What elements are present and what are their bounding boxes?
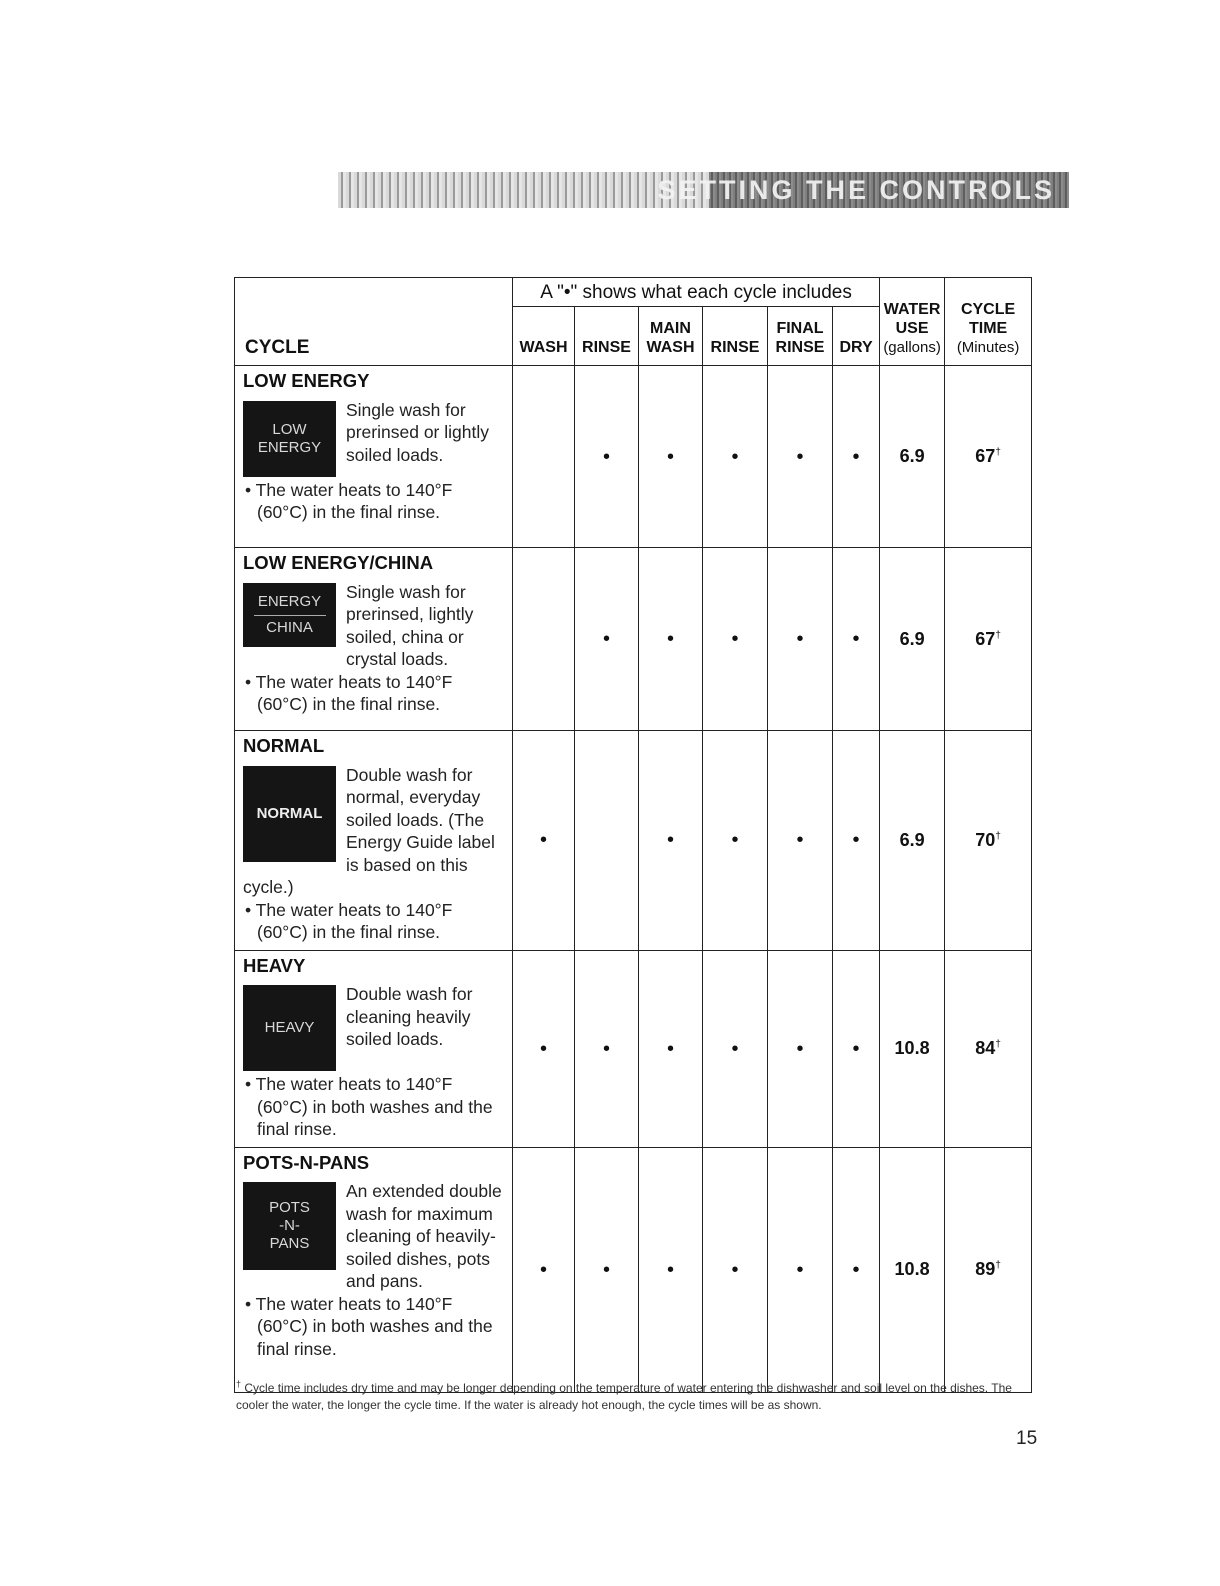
cycle-description bbox=[235, 366, 513, 548]
step-mark: • bbox=[768, 1147, 833, 1392]
step-mark: • bbox=[768, 366, 833, 548]
footnote-text: Cycle time includes dry time and may be longer depending on the temperature of water entering the dishwasher and soil level on the dishes. The cooler the water, the longer the cycle time. If the water is already hot enough, the cycle times will be as shown. bbox=[236, 1381, 1012, 1412]
cycle-chart-table bbox=[234, 277, 1032, 1393]
step-header-rinse-2: RINSE bbox=[703, 307, 768, 366]
step-mark: • bbox=[768, 950, 833, 1147]
water-use-value: 6.9 bbox=[880, 366, 945, 548]
cycle-button-icon: POTS -N- PANS bbox=[243, 1182, 336, 1270]
section-title: SETTING THE CONTROLS bbox=[657, 175, 1055, 205]
cycle-text: An extended double wash for maximum cleaning of heavily-soiled dishes, pots and pans. bbox=[346, 1181, 502, 1291]
cycle-text: Single wash for prerinsed or lightly soiled loads. bbox=[346, 399, 489, 465]
step-mark: • bbox=[833, 548, 880, 731]
cycle-description bbox=[235, 1147, 513, 1392]
step-mark: • bbox=[703, 548, 768, 731]
step-mark: • bbox=[768, 731, 833, 951]
cycle-button-icon: NORMAL bbox=[243, 766, 336, 862]
table-row bbox=[235, 950, 1032, 1147]
cycle-text: Double wash for cleaning heavily soiled loads. bbox=[346, 984, 473, 1049]
steps-caption: A "•" shows what each cycle includes bbox=[513, 278, 880, 307]
step-mark: • bbox=[703, 950, 768, 1147]
step-header-final-rinse: FINAL RINSE bbox=[768, 307, 833, 366]
step-mark: • bbox=[833, 950, 880, 1147]
cycle-name: NORMAL bbox=[243, 735, 325, 756]
cycle-time-value: 84† bbox=[945, 950, 1032, 1147]
step-mark: • bbox=[703, 1147, 768, 1392]
water-use-value: 6.9 bbox=[880, 731, 945, 951]
cycle-button-icon: HEAVY bbox=[243, 985, 336, 1071]
cycle-column-header: CYCLE bbox=[235, 278, 513, 366]
step-mark bbox=[575, 731, 639, 951]
step-mark: • bbox=[575, 548, 639, 731]
cycle-time-value: 89† bbox=[945, 1147, 1032, 1392]
step-mark: • bbox=[513, 731, 575, 951]
step-mark: • bbox=[703, 366, 768, 548]
water-use-header: WATER USE (gallons) bbox=[880, 278, 945, 366]
step-header-dry: DRY bbox=[833, 307, 880, 366]
step-mark: • bbox=[703, 731, 768, 951]
step-mark: • bbox=[639, 548, 703, 731]
step-mark: • bbox=[768, 548, 833, 731]
cycle-time-header: CYCLE TIME (Minutes) bbox=[945, 278, 1032, 366]
step-mark: • bbox=[575, 1147, 639, 1392]
cycle-time-value: 70† bbox=[945, 731, 1032, 951]
step-mark: • bbox=[833, 366, 880, 548]
step-mark: • bbox=[833, 1147, 880, 1392]
cycle-button-icon: ENERGY CHINA bbox=[243, 583, 336, 647]
cycle-text: Single wash for prerinsed, lightly soiled, china or crystal loads. bbox=[346, 581, 474, 669]
step-mark: • bbox=[639, 1147, 703, 1392]
table-row bbox=[235, 1147, 1032, 1392]
step-mark: • bbox=[513, 1147, 575, 1392]
step-header-main-wash: MAIN WASH bbox=[639, 307, 703, 366]
cycle-note: • The water heats to 140°F (60°C) in both washes and the final rinse. bbox=[245, 1074, 493, 1139]
step-mark: • bbox=[639, 950, 703, 1147]
cycle-note: • The water heats to 140°F (60°C) in both washes and the final rinse. bbox=[245, 1293, 493, 1359]
footnote-mark: † bbox=[236, 1379, 242, 1389]
cycle-note: • The water heats to 140°F (60°C) in the final rinse. bbox=[245, 899, 453, 942]
cycle-description bbox=[235, 731, 513, 951]
cycle-text: Double wash for normal, everyday soiled loads. (The Energy Guide label is based on this cycle.) bbox=[243, 764, 495, 897]
cycle-name: POTS-N-PANS bbox=[243, 1151, 370, 1173]
step-mark: • bbox=[575, 950, 639, 1147]
step-mark: • bbox=[575, 366, 639, 548]
step-mark bbox=[513, 366, 575, 548]
cycle-name: HEAVY bbox=[243, 954, 306, 976]
page-number: 15 bbox=[1016, 1428, 1038, 1449]
section-banner bbox=[338, 172, 1069, 208]
step-mark bbox=[513, 548, 575, 731]
table-row bbox=[235, 548, 1032, 731]
cycle-note: • The water heats to 140°F (60°C) in the final rinse. bbox=[245, 479, 453, 522]
water-use-value: 10.8 bbox=[880, 950, 945, 1147]
step-header-wash: WASH bbox=[513, 307, 575, 366]
cycle-note: • The water heats to 140°F (60°C) in the final rinse. bbox=[245, 671, 453, 714]
step-mark: • bbox=[639, 731, 703, 951]
table-row bbox=[235, 731, 1032, 951]
header-row bbox=[235, 278, 1032, 307]
water-use-value: 6.9 bbox=[880, 548, 945, 731]
step-mark: • bbox=[513, 950, 575, 1147]
cycle-time-value: 67† bbox=[945, 548, 1032, 731]
footnote bbox=[236, 1376, 1036, 1414]
cycle-name: LOW ENERGY/CHINA bbox=[243, 552, 434, 573]
step-header-rinse: RINSE bbox=[575, 307, 639, 366]
cycle-description bbox=[235, 950, 513, 1147]
step-mark: • bbox=[639, 366, 703, 548]
cycle-name: LOW ENERGY bbox=[243, 370, 370, 391]
cycle-button-icon: LOW ENERGY bbox=[243, 401, 336, 477]
water-use-value: 10.8 bbox=[880, 1147, 945, 1392]
cycle-time-value: 67† bbox=[945, 366, 1032, 548]
step-mark: • bbox=[833, 731, 880, 951]
cycle-description bbox=[235, 548, 513, 731]
table-row bbox=[235, 366, 1032, 548]
